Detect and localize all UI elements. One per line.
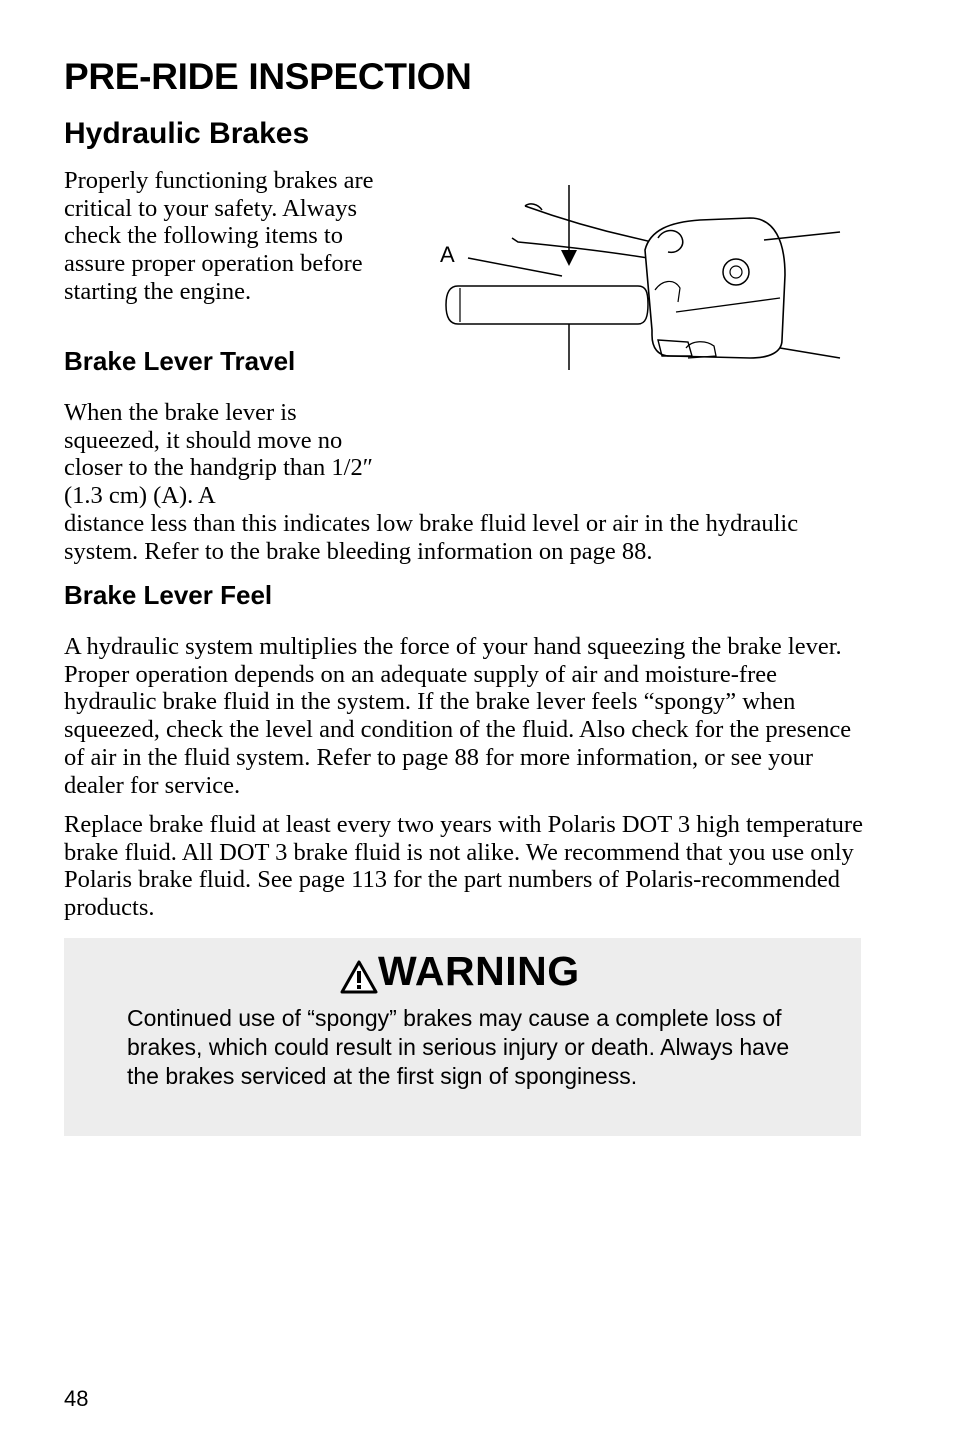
brake-lever-illustration xyxy=(430,180,850,375)
brake-lever xyxy=(512,206,652,258)
lever-travel-text-wide: distance less than this indicates low brake fluid level or air in the hydraulic system. Refer to the brake bleeding information on page 88. xyxy=(64,509,799,565)
label-leader-line xyxy=(468,258,562,276)
warning-text: Continued use of “spongy” brakes may cause a complete loss of brakes, which could result in serious injury or death. Always have the brakes serviced at the first sign of sponginess. xyxy=(127,1005,790,1089)
page-number: 48 xyxy=(64,1386,89,1411)
lever-travel-paragraph xyxy=(64,399,864,565)
warning-box xyxy=(64,938,861,1136)
intro-paragraph: Properly functioning brakes are critical to your safety. Always check the following items to assure proper operation before starting the engine. xyxy=(64,167,374,305)
page-title: PRE-RIDE INSPECTION xyxy=(64,56,472,97)
subheading-brake-lever-travel: Brake Lever Travel xyxy=(64,346,296,376)
warning-triangle-icon xyxy=(340,960,378,994)
figure-label-a: A xyxy=(440,242,455,267)
subheading-brake-lever-feel: Brake Lever Feel xyxy=(64,580,273,610)
handgrip xyxy=(446,286,648,324)
brake-fluid-paragraph: Replace brake fluid at least every two years with Polaris DOT 3 high temperature brake fluid. All DOT 3 brake fluid is not alike. We recommend that you use only Polaris brake fluid. See page 113 for the part numbers of Polaris-recommended products. xyxy=(64,811,863,922)
handlebar-bottom xyxy=(780,348,840,358)
master-cylinder xyxy=(645,218,785,358)
lever-travel-text-narrow: When the brake lever is squeezed, it should move no closer to the handgrip than 1/2″ (1.3 cm) (A). A xyxy=(64,399,373,510)
measure-arrow-down xyxy=(561,250,577,266)
warning-header xyxy=(340,948,580,995)
warning-title: WARNING xyxy=(378,948,580,994)
section-heading-hydraulic-brakes: Hydraulic Brakes xyxy=(64,117,310,150)
lever-feel-paragraph: A hydraulic system multiplies the force of your hand squeezing the brake lever. Proper operation depends on an adequate supply of air and moisture-free hydraulic brake fluid in the system. If the brake lever feels “spongy” when squeezed, check the level and condition of the fluid. Also check for the presence of air in the fluid system. Refer to page 88 for more information, or see your dealer for service. xyxy=(64,633,852,799)
